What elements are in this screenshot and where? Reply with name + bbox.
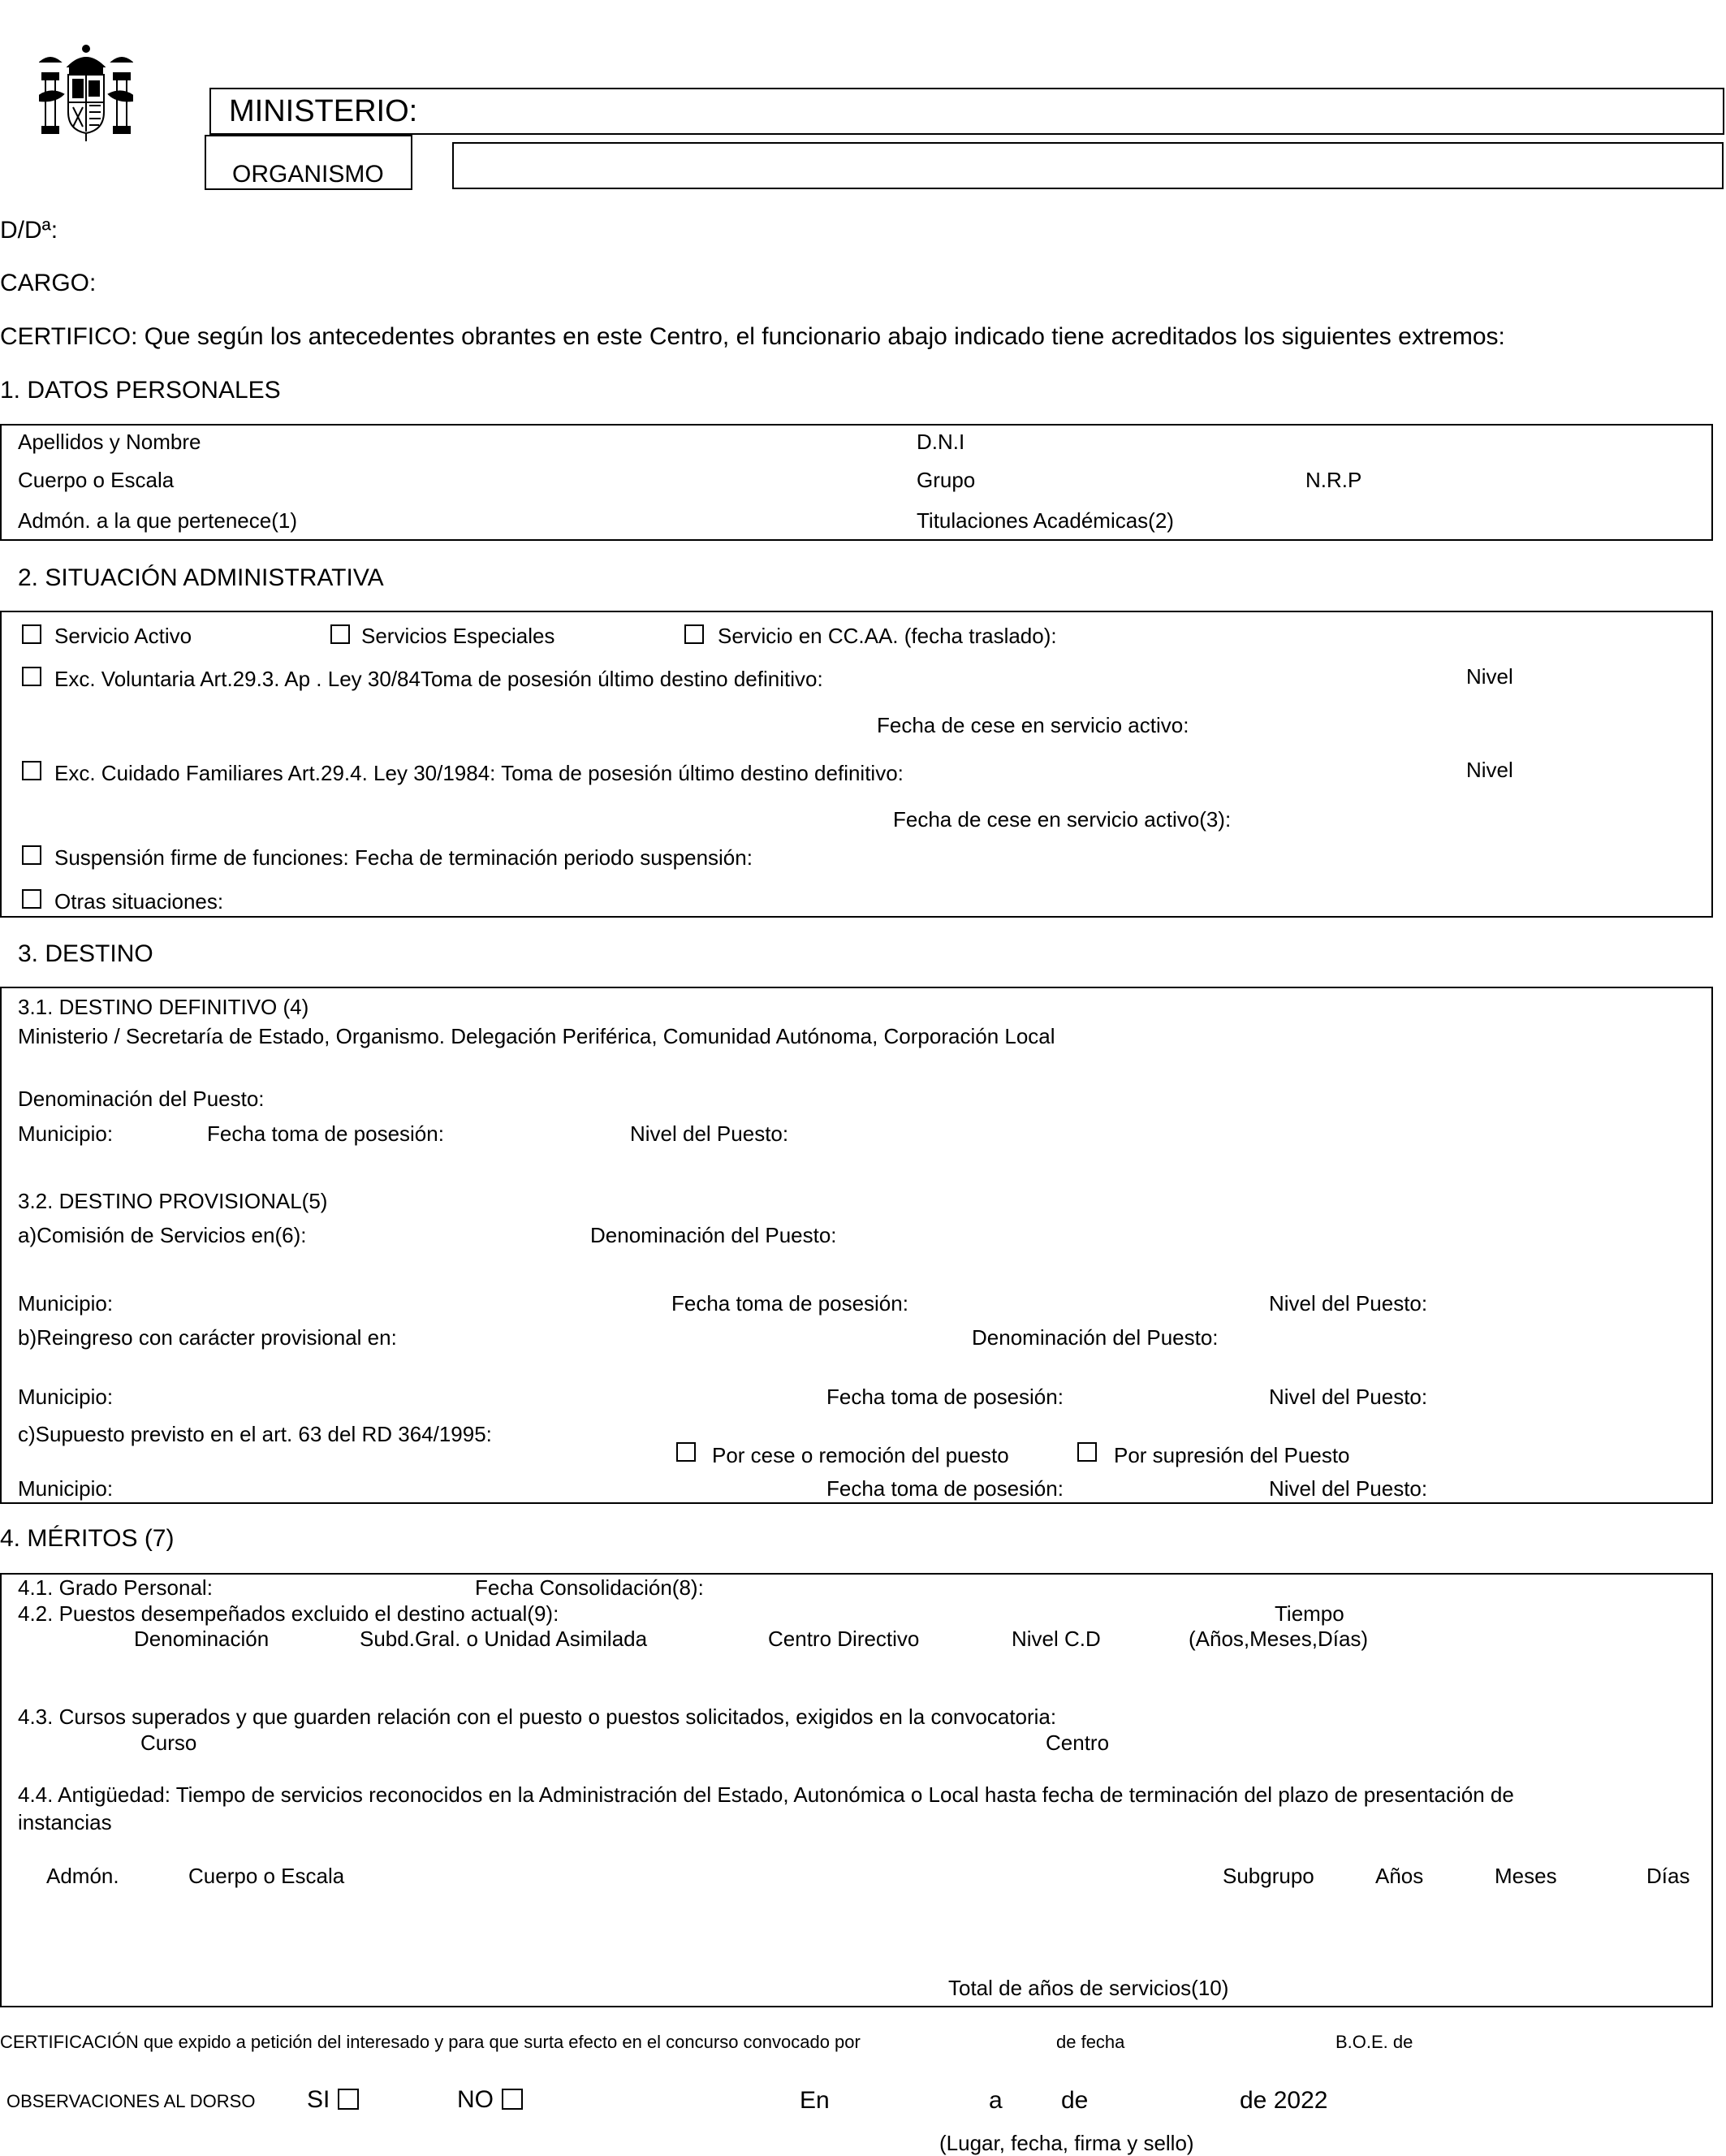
col-subd: Subd.Gral. o Unidad Asimilada [360, 1627, 648, 1651]
por-supresion-label: Por supresión del Puesto [1114, 1443, 1350, 1467]
si-checkbox[interactable] [338, 2089, 359, 2110]
lugar-fecha-firma-label: (Lugar, fecha, firma y sello) [939, 2131, 1194, 2155]
observaciones-label: OBSERVACIONES AL DORSO [6, 2091, 256, 2111]
col-dias: Días [1646, 1864, 1690, 1888]
col-curso: Curso [140, 1730, 197, 1755]
a-label: a [989, 2087, 1003, 2114]
municipio-b-label: Municipio: [18, 1385, 114, 1409]
ministerio-label: MINISTERIO: [229, 94, 418, 128]
denominacion-puesto-a-label: Denominación del Puesto: [590, 1223, 837, 1247]
comision-label: a)Comisión de Servicios en(6): [18, 1223, 307, 1247]
suspension-label: Suspensión firme de funciones: Fecha de terminación periodo suspensión: [54, 845, 753, 870]
col-admon: Admón. [46, 1864, 119, 1888]
otras-situaciones-label: Otras situaciones: [54, 889, 224, 914]
de-year-label: de 2022 [1240, 2087, 1328, 2114]
col-anos: Años [1375, 1864, 1424, 1888]
fecha-cese-label-2: Fecha de cese en servicio activo(3): [893, 807, 1232, 832]
fecha-toma-c-label: Fecha toma de posesión: [826, 1476, 1064, 1501]
denominacion-puesto-b-label: Denominación del Puesto: [972, 1325, 1219, 1350]
por-supresion-checkbox[interactable] [1077, 1442, 1097, 1462]
nivel-puesto-b-label: Nivel del Puesto: [1269, 1385, 1428, 1409]
organismo-label: ORGANISMO [232, 161, 384, 188]
grado-personal-label: 4.1. Grado Personal: [18, 1575, 213, 1600]
col-subgrupo: Subgrupo [1223, 1864, 1314, 1888]
total-anos-label: Total de años de servicios(10) [948, 1976, 1229, 2000]
suspension-checkbox[interactable] [22, 845, 41, 865]
servicio-ccaa-checkbox[interactable] [684, 624, 704, 644]
exc-voluntaria-checkbox[interactable] [22, 667, 41, 686]
fecha-toma-label: Fecha toma de posesión: [207, 1121, 444, 1146]
exc-cuidado-label: Exc. Cuidado Familiares Art.29.4. Ley 30/1984: Toma de posesión último destino definitivo: [54, 761, 904, 785]
coat-of-arms-emblem [39, 42, 133, 143]
fecha-cese-label-1: Fecha de cese en servicio activo: [877, 713, 1189, 737]
section1-title: 1. DATOS PERSONALES [0, 377, 281, 404]
antiguedad-label-2: instancias [18, 1810, 112, 1834]
fecha-toma-b-label: Fecha toma de posesión: [826, 1385, 1064, 1409]
observaciones-no [457, 2088, 523, 2112]
exc-voluntaria-label: Exc. Voluntaria Art.29.3. Ap . Ley 30/84Toma de posesión último destino definitivo: [54, 667, 823, 691]
col-meses: Meses [1495, 1864, 1557, 1888]
puestos-desempenados-label: 4.2. Puestos desempeñados excluido el destino actual(9): [18, 1601, 559, 1626]
apellidos-label: Apellidos y Nombre [18, 430, 201, 454]
certifico-text: CERTIFICO: Que según los antecedentes obrantes en este Centro, el funcionario abajo indicado tiene acreditados los siguientes extremos: [0, 323, 1505, 350]
section3-title: 3. DESTINO [18, 940, 153, 967]
section4-title: 4. MÉRITOS (7) [0, 1525, 175, 1552]
nrp-label: N.R.P [1305, 468, 1362, 492]
por-cese-checkbox[interactable] [676, 1442, 696, 1462]
por-cese-label: Por cese o remoción del puesto [712, 1443, 1009, 1467]
nivel-label-1: Nivel [1466, 664, 1513, 689]
nivel-puesto-c-label: Nivel del Puesto: [1269, 1476, 1428, 1501]
servicios-especiales-label: Servicios Especiales [361, 624, 555, 648]
municipio-label: Municipio: [18, 1121, 114, 1146]
municipio-c-label: Municipio: [18, 1476, 114, 1501]
supuesto-label: c)Supuesto previsto en el art. 63 del RD 364/1995: [18, 1422, 492, 1446]
dd-label: D/Dª: [0, 217, 58, 244]
cargo-label: CARGO: [0, 270, 97, 296]
observaciones-si [307, 2088, 359, 2112]
servicio-activo-checkbox[interactable] [22, 624, 41, 644]
titulaciones-label: Titulaciones Académicas(2) [917, 508, 1174, 533]
nivel-puesto-label: Nivel del Puesto: [630, 1121, 789, 1146]
ministerio-box [209, 88, 1724, 135]
de-label: de [1061, 2087, 1089, 2114]
destino-provisional-title: 3.2. DESTINO PROVISIONAL(5) [18, 1189, 328, 1213]
si-label: SI [307, 2086, 330, 2113]
fecha-toma-a-label: Fecha toma de posesión: [671, 1291, 908, 1316]
destino-definitivo-title: 3.1. DESTINO DEFINITIVO (4) [18, 995, 309, 1019]
cursos-label: 4.3. Cursos superados y que guarden relación con el puesto o puestos solicitados, exigidos en la convocatoria: [18, 1704, 1057, 1729]
de-fecha-label: de fecha [1056, 2032, 1125, 2052]
nivel-label-2: Nivel [1466, 758, 1513, 782]
servicio-activo-label: Servicio Activo [54, 624, 192, 648]
destino-definitivo-sub: Ministerio / Secretaría de Estado, Organismo. Delegación Periférica, Comunidad Autónoma, Corporación Local [18, 1024, 1055, 1048]
servicios-especiales-checkbox[interactable] [330, 624, 350, 644]
col-cuerpo-escala: Cuerpo o Escala [188, 1864, 345, 1888]
cuerpo-label: Cuerpo o Escala [18, 468, 175, 492]
servicio-ccaa-label: Servicio en CC.AA. (fecha traslado): [718, 624, 1057, 648]
dni-label: D.N.I [917, 430, 965, 454]
nivel-puesto-a-label: Nivel del Puesto: [1269, 1291, 1428, 1316]
organismo-field[interactable] [452, 142, 1724, 189]
no-checkbox[interactable] [502, 2089, 523, 2110]
en-label: En [800, 2087, 830, 2114]
col-centro: Centro [1046, 1730, 1110, 1755]
denominacion-puesto-label: Denominación del Puesto: [18, 1087, 265, 1111]
boe-label: B.O.E. de [1335, 2032, 1413, 2052]
municipio-a-label: Municipio: [18, 1291, 114, 1316]
col-tiempo: (Años,Meses,Días) [1189, 1627, 1369, 1651]
admon-label: Admón. a la que pertenece(1) [18, 508, 297, 533]
exc-cuidado-checkbox[interactable] [22, 761, 41, 780]
col-denominacion: Denominación [134, 1627, 270, 1651]
no-label: NO [457, 2086, 494, 2113]
certificacion-text: CERTIFICACIÓN que expido a petición del interesado y para que surta efecto en el concurso convocado por [0, 2032, 861, 2052]
tiempo-label: Tiempo [1275, 1601, 1344, 1626]
fecha-consolidacion-label: Fecha Consolidación(8): [475, 1575, 704, 1600]
col-nivel-cd: Nivel C.D [1012, 1627, 1101, 1651]
col-centro-directivo: Centro Directivo [768, 1627, 920, 1651]
section2-title: 2. SITUACIÓN ADMINISTRATIVA [18, 564, 384, 591]
antiguedad-label-1: 4.4. Antigüedad: Tiempo de servicios reconocidos en la Administración del Estado, Autonómica o Local hasta fecha de terminación del plazo de presentación de [18, 1782, 1514, 1807]
grupo-label: Grupo [917, 468, 976, 492]
otras-situaciones-checkbox[interactable] [22, 889, 41, 909]
reingreso-label: b)Reingreso con carácter provisional en: [18, 1325, 397, 1350]
